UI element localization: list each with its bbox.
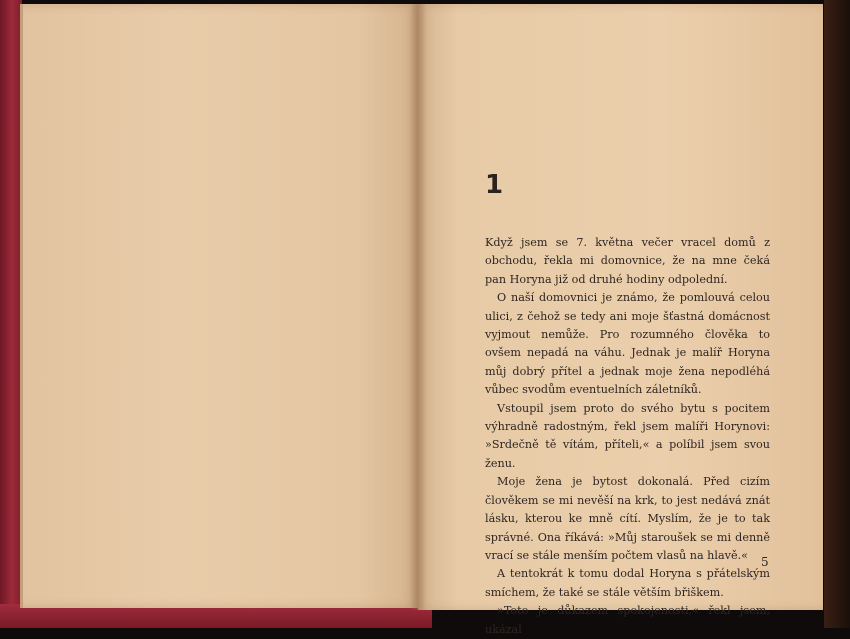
paragraph: Když jsem se 7. května večer vracel domů z obchodu, řekla mi domovnice, že na mne čeká pan Horyna již od druhé hodiny odpolední. (485, 236, 770, 286)
paragraph: Vstoupil jsem proto do svého bytu s pocitem výhradně radostným, řekl jsem malíři Horynovi: »Srdečně tě vítám, příteli,« a políbil jsem svou ženu. (485, 401, 770, 470)
left-page-edge (20, 4, 23, 608)
book-cover-right-edge (824, 0, 850, 628)
book-gutter (410, 4, 426, 610)
paragraph: »Toto je důkazem spokojenosti,« řekl jsem, ukázal (485, 604, 770, 636)
page-number: 5 (761, 555, 769, 569)
paragraph: Moje žena je bytost dokonalá. Před cizím člověkem se mi nevěší na krk, to jest nedává znát lásku, kterou ke mně cítí. Myslím, že je to tak správné. Ona říkává: »Můj staroušek se mi denně vrací se stále menším počtem vlasů na hlavě.« (485, 475, 770, 562)
paragraph: A tentokrát k tomu dodal Horyna s přátelským smíchem, že také se stále větším břiškem. (485, 567, 770, 599)
book-cover-left-edge (0, 0, 22, 628)
chapter-number: 1 (485, 170, 504, 200)
left-page-blank (20, 4, 418, 608)
chapter-text (485, 234, 770, 639)
paragraph: O naší domovnici je známo, že pomlouvá celou ulici, z čehož se tedy ani moje šťastná domácnost vyjmout nemůže. Pro rozumného člověka to ovšem nepadá na váhu. Jednak je malíř Horyna můj dobrý přítel a jednak moje žena nepodléhá vůbec svodům eventuelních záletníků. (485, 291, 770, 397)
